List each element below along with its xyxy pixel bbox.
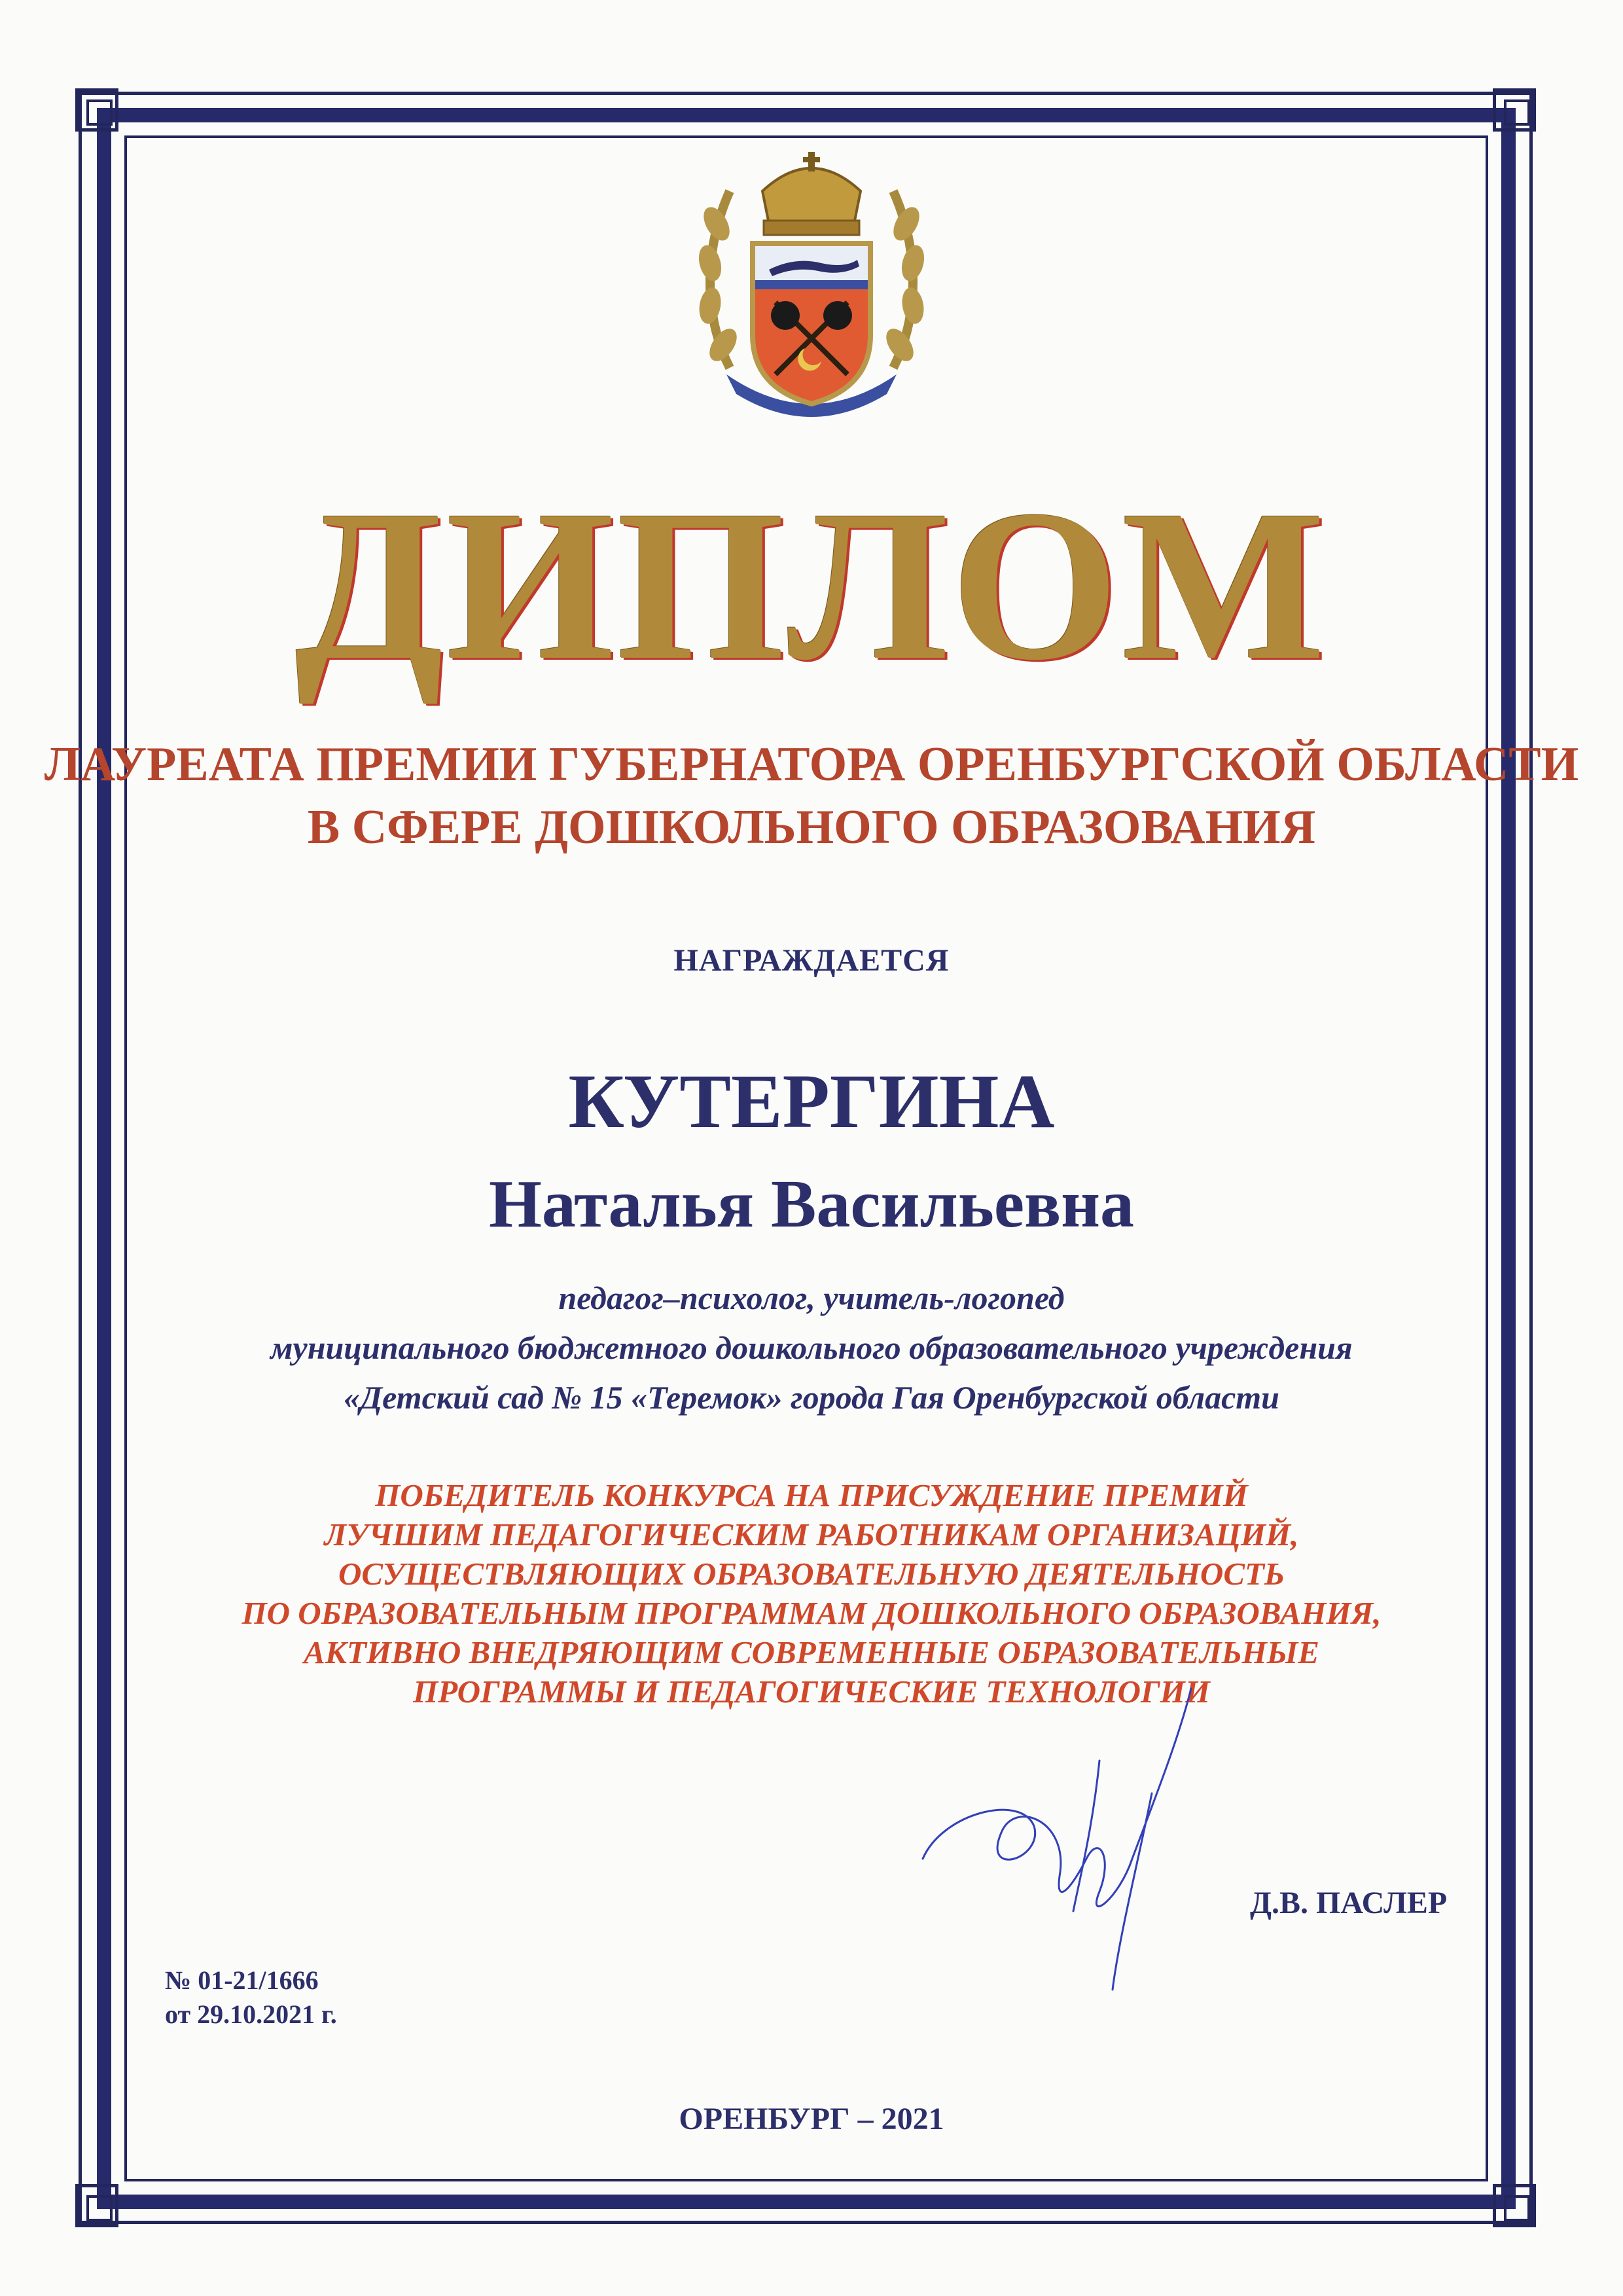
corner-ornament — [75, 2184, 118, 2227]
recipient-surname: КУТЕРГИНА — [568, 1058, 1055, 1144]
corner-ornament — [1493, 88, 1536, 132]
document-reference — [165, 1964, 337, 2032]
winner-line: ПОБЕДИТЕЛЬ КОНКУРСА НА ПРИСУЖДЕНИЕ ПРЕМИЙ — [375, 1477, 1248, 1513]
city-year: ОРЕНБУРГ – 2021 — [679, 2102, 944, 2136]
winner-statement — [0, 1476, 1623, 1712]
position-line: муниципального бюджетного дошкольного образовательного учреждения — [270, 1329, 1353, 1366]
winner-line: ПО ОБРАЗОВАТЕЛЬНЫМ ПРОГРАММАМ ДОШКОЛЬНОГО ОБРАЗОВАНИЯ, — [241, 1595, 1382, 1631]
recipient-given-names: Наталья Васильевна — [488, 1166, 1135, 1242]
signature-icon — [903, 1662, 1243, 2003]
document-number: № 01-21/1666 — [165, 1965, 319, 1995]
winner-line: ПРОГРАММЫ И ПЕДАГОГИЧЕСКИЕ ТЕХНОЛОГИИ — [413, 1674, 1210, 1710]
winner-line: ЛУЧШИМ ПЕДАГОГИЧЕСКИМ РАБОТНИКАМ ОРГАНИЗАЦИЙ, — [324, 1516, 1299, 1552]
position-line: «Детский сад № 15 «Теремок» города Гая Оренбургской области — [343, 1379, 1279, 1416]
subtitle-line: ЛАУРЕАТА ПРЕМИИ ГУБЕРНАТОРА ОРЕНБУРГСКОЙ ОБЛАСТИ — [44, 738, 1579, 791]
winner-line: АКТИВНО ВНЕДРЯЮЩИМ СОВРЕМЕННЫЕ ОБРАЗОВАТЕЛЬНЫЕ — [304, 1634, 1319, 1670]
diploma-title: ДИПЛОМ — [294, 466, 1329, 705]
signer-name: Д.В. ПАСЛЕР — [1250, 1886, 1448, 1920]
document-date: от 29.10.2021 г. — [165, 2000, 337, 2029]
corner-ornament — [1493, 2184, 1536, 2227]
subtitle-line: В СФЕРЕ ДОШКОЛЬНОГО ОБРАЗОВАНИЯ — [307, 800, 1316, 854]
orenburg-coat-of-arms-icon — [690, 152, 933, 433]
frame-inner — [124, 135, 1488, 2181]
position-line: педагог–психолог, учитель-логопед — [558, 1280, 1065, 1316]
awarded-label: НАГРАЖДАЕТСЯ — [673, 943, 950, 978]
winner-line: ОСУЩЕСТВЛЯЮЩИХ ОБРАЗОВАТЕЛЬНУЮ ДЕЯТЕЛЬНОСТЬ — [338, 1556, 1285, 1592]
diploma-subtitle — [0, 733, 1623, 859]
corner-ornament — [75, 88, 118, 132]
recipient-position — [0, 1273, 1623, 1422]
